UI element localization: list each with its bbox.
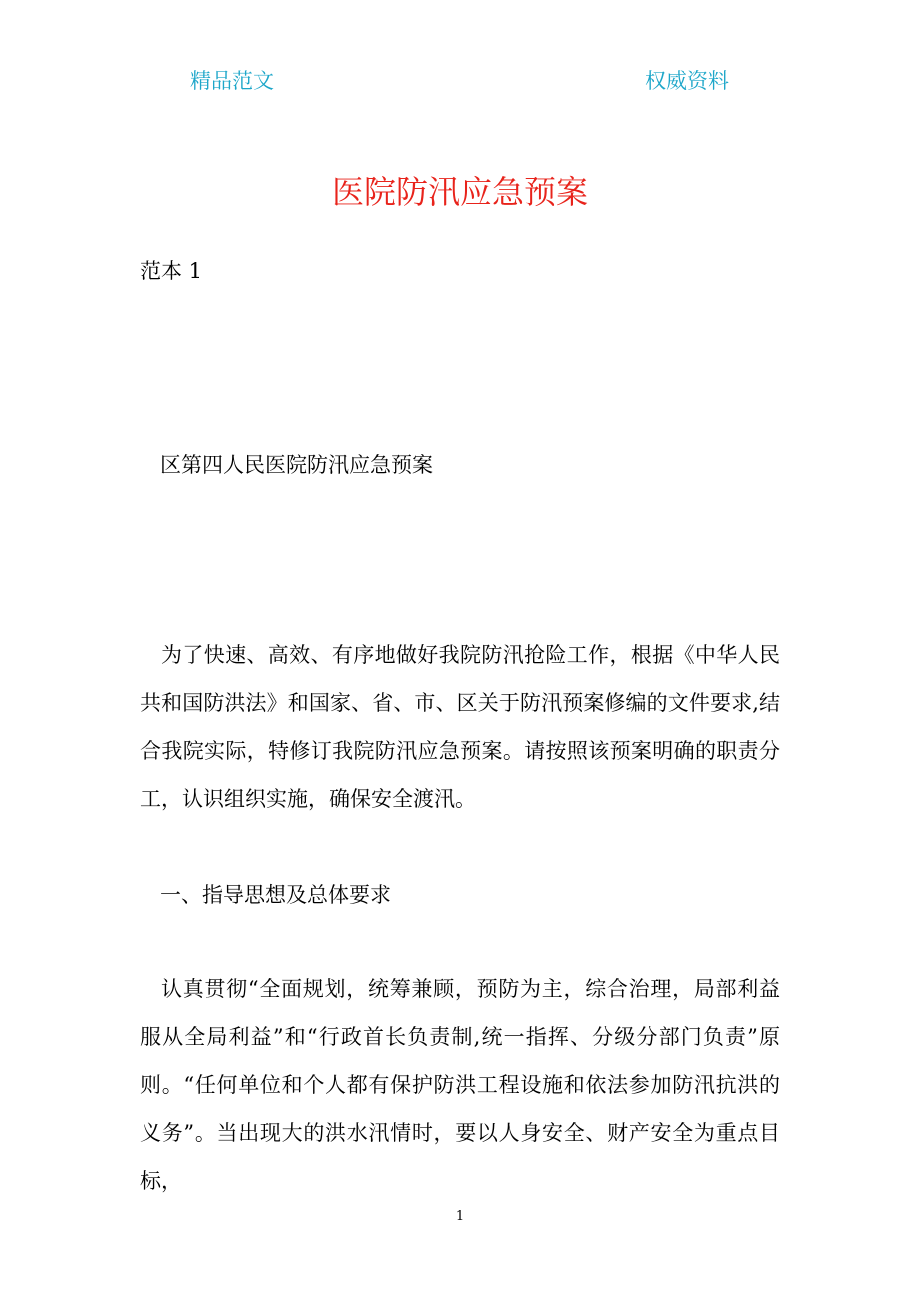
paragraph-intro: 为了快速、高效、有序地做好我院防汛抢险工作，根据《中华人民共和国防洪法》和国家、省、市、区关于防汛预案修编的文件要求,结合我院实际，特修订我院防汛应急预案。请按照该预案明确的职责分工，认识组织实施，确保安全渡汛。 — [140, 643, 780, 811]
paragraph-guiding-principles: 认真贯彻“全面规划，统筹兼顾，预防为主，综合治理，局部利益服从全局利益”和“行政首长负责制,统一指挥、分级分部门负责”原则。“任何单位和个人都有保护防洪工程设施和依法参加防汛抗洪的义务”。当出现大的洪水汛情时，要以人身安全、财产安全为重点目标， — [140, 977, 780, 1193]
section-heading: 一、指导思想及总体要求 — [160, 883, 391, 907]
sample-label: 范本 1 — [140, 259, 203, 283]
document-subtitle: 区第四人民医院防汛应急预案 — [160, 453, 433, 477]
header-left-label: 精品范文 — [190, 69, 274, 93]
header-right-label: 权威资料 — [645, 69, 729, 93]
document-title: 医院防汛应急预案 — [331, 173, 588, 211]
page-number: 1 — [455, 1209, 465, 1224]
